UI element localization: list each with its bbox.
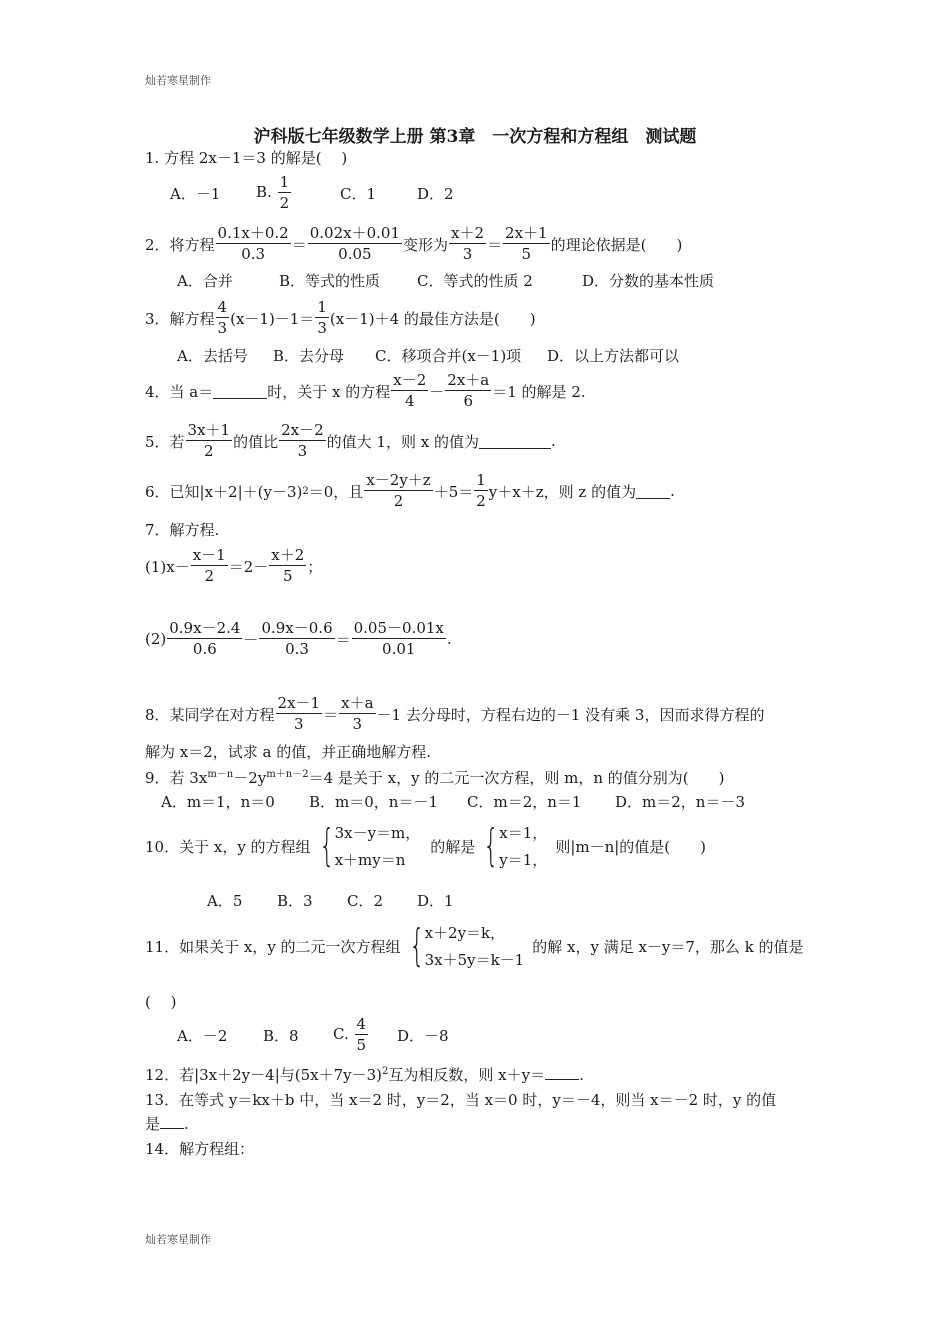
option-c: C．1 <box>340 184 377 203</box>
fraction: $\frac{0.1x+0.2}{0.3}$ <box>217 224 289 263</box>
question-7-stem: 7．解方程. <box>145 521 220 539</box>
option-b: B．m＝0，n＝－1 <box>309 793 438 811</box>
question-10-stem: 10．关于 x，y 的方程组 { 3x－y＝m， x＋my＝n 的解是 { x＝1， y＝1， 则|m－n|的值是( ) <box>145 820 707 871</box>
question-10-options <box>207 890 454 911</box>
fraction: $\frac{0.9x-2.4}{0.6}$ <box>169 619 241 658</box>
question-13-line-2: 是 . <box>145 1115 189 1133</box>
question-2-stem: 2．将方程 $\frac{0.1x+0.2}{0.3}$ ＝ $\frac{0.02x+0.01}{0.05}$ 变形为 $\frac{x+2}{3}$ ＝ $\frac{2x+1}{5}$ 的理论依据是( ) <box>145 224 683 263</box>
option-c: C．移项合并(x－1)项 <box>375 347 522 365</box>
page-footer: 灿若寒星制作 <box>145 1233 211 1246</box>
option-c: C．等式的性质 2 <box>417 272 533 290</box>
question-2-options <box>177 270 714 291</box>
fraction: $\frac{2x-2}{3}$ <box>281 421 324 460</box>
fraction: $\frac{4}{3}$ <box>217 298 228 337</box>
question-9-stem: 9．若 $3x^{m-n}-2y^{m+n-2}=4$ 是关于 x，y 的二元一次方程，则 m，n 的值分别为( ) <box>145 769 725 787</box>
answer-blank[interactable] <box>213 384 267 399</box>
answer-blank[interactable] <box>160 1114 184 1129</box>
option-d: D．m＝2，n＝－3 <box>615 793 745 811</box>
fraction: $\frac{x-1}{2}$ <box>192 546 226 585</box>
question-14-stem: 14．解方程组： <box>145 1140 255 1158</box>
option-a: A．去括号 <box>177 347 248 365</box>
answer-blank[interactable] <box>545 1065 579 1080</box>
question-7-part-2: (2) $\frac{0.9x-2.4}{0.6}$ － $\frac{0.9x-0.6}{0.3}$ ＝ $\frac{0.05-0.01x}{0.01}$ . <box>145 619 452 658</box>
fraction: $\frac{0.9x-0.6}{0.3}$ <box>261 619 333 658</box>
fraction: $\frac{x+a}{3}$ <box>341 694 374 733</box>
option-c-label: C. <box>333 1025 349 1043</box>
question-6-stem: 6．已知|x＋2|＋(y－3) 2 ＝0，且 $\frac{x-2y+z}{2}$ ＋5＝ $\frac{1}{2}$ y＋x＋z，则 z 的值为 . <box>145 471 675 510</box>
question-8-stem: 8．某同学在对方程 $\frac{2x-1}{3}$ ＝ $\frac{x+a}{3}$ －1 去分母时，方程右边的－1 没有乘 3，因而求得方程的 <box>145 694 765 733</box>
answer-blank[interactable] <box>636 484 670 499</box>
page-title: 沪科版七年级数学上册 第3章 一次方程和方程组 测试题 <box>253 127 697 147</box>
option-b: B．去分母 <box>273 347 345 365</box>
option-c: C．m＝2，n＝1 <box>467 793 582 811</box>
question-11-paren: ( ) <box>145 993 177 1011</box>
option-d: D．以上方法都可以 <box>547 347 680 365</box>
fraction: $\frac{3x+1}{2}$ <box>187 421 231 460</box>
page-header: 灿若寒星制作 <box>145 74 211 87</box>
question-3-stem: 3．解方程 $\frac{4}{3}$ (x－1)－1＝ $\frac{1}{3}$ (x－1)＋4 的最佳方法是( ) <box>145 298 536 337</box>
equation-system: { x＝1， y＝1， <box>483 820 548 871</box>
question-11-options <box>177 1017 449 1053</box>
fraction: $\frac{1}{2}$ <box>279 173 290 212</box>
question-1-options <box>170 175 454 211</box>
fraction: $\frac{x+2}{5}$ <box>271 546 305 585</box>
fraction: $\frac{2x+1}{5}$ <box>505 224 548 263</box>
question-8-line-2: 解为 x＝2，试求 a 的值，并正确地解方程. <box>145 743 432 761</box>
question-1-stem: 1. 方程 2x－1＝3 的解是( ) <box>145 149 348 167</box>
question-9-options <box>161 791 745 812</box>
fraction: $\frac{2x-1}{3}$ <box>277 694 321 733</box>
question-11-stem: 11．如果关于 x，y 的二元一次方程组 { x＋2y＝k， 3x＋5y＝k－1 的解 x，y 满足 x－y＝7，那么 k 的值是 <box>145 920 804 971</box>
question-4-stem: 4．当 a＝ 时，关于 x 的方程 $\frac{x-2}{4}$ － $\frac{2x+a}{6}$ ＝1 的解是 2. <box>145 371 586 410</box>
option-c: C．2 <box>347 892 384 910</box>
question-12-stem: 12．若|3x＋2y－4|与$(5x+7y-3)^2$互为相反数，则 x＋y＝ . <box>145 1066 584 1084</box>
option-d: D．2 <box>417 184 454 203</box>
equation-system: { x＋2y＝k， 3x＋5y＝k－1 <box>408 920 525 971</box>
option-b: B．8 <box>263 1026 299 1045</box>
option-a: A．m＝1，n＝0 <box>161 793 275 811</box>
question-5-stem: 5．若 $\frac{3x+1}{2}$ 的值比 $\frac{2x-2}{3}$ 的值大 1，则 x 的值为 . <box>145 421 556 460</box>
fraction: $\frac{1}{3}$ <box>317 298 327 337</box>
option-a: A．－2 <box>177 1026 228 1045</box>
option-a: A．合并 <box>177 272 233 290</box>
question-7-part-1: (1)x－ $\frac{x-1}{2}$ ＝2－ $\frac{x+2}{5}$ ； <box>145 546 323 585</box>
option-b-label: B. <box>256 183 272 201</box>
fraction: $\frac{1}{2}$ <box>476 471 486 510</box>
fraction: $\frac{x+2}{3}$ <box>451 224 485 263</box>
option-b: B．等式的性质 <box>279 272 381 290</box>
fraction: $\frac{x-2y+z}{2}$ <box>366 471 431 510</box>
brace-icon: { <box>408 920 425 971</box>
fraction: $\frac{x-2}{4}$ <box>393 371 427 410</box>
option-d: D．1 <box>417 892 454 910</box>
equation-system: { 3x－y＝m， x＋my＝n <box>318 820 421 871</box>
fraction: $\frac{0.05-0.01x}{0.01}$ <box>353 619 444 658</box>
question-13-line-1: 13．在等式 y＝kx＋b 中，当 x＝2 时，y＝2，当 x＝0 时，y＝－4，则当 x＝－2 时，y 的值 <box>145 1091 777 1109</box>
option-b: B．3 <box>277 892 313 910</box>
brace-icon: { <box>483 820 499 871</box>
question-3-options <box>177 345 679 366</box>
fraction: $\frac{2x+a}{6}$ <box>447 371 490 410</box>
option-a: A．5 <box>207 892 243 910</box>
option-b <box>256 175 340 211</box>
answer-blank[interactable] <box>479 434 551 449</box>
option-c <box>333 1017 397 1053</box>
fraction: $\frac{0.02x+0.01}{0.05}$ <box>309 224 400 263</box>
fraction: $\frac{4}{5}$ <box>356 1015 367 1054</box>
option-d: D．分数的基本性质 <box>582 272 715 290</box>
option-d: D．－8 <box>397 1026 449 1045</box>
option-a: A．－1 <box>170 184 221 203</box>
brace-icon: { <box>318 820 335 871</box>
